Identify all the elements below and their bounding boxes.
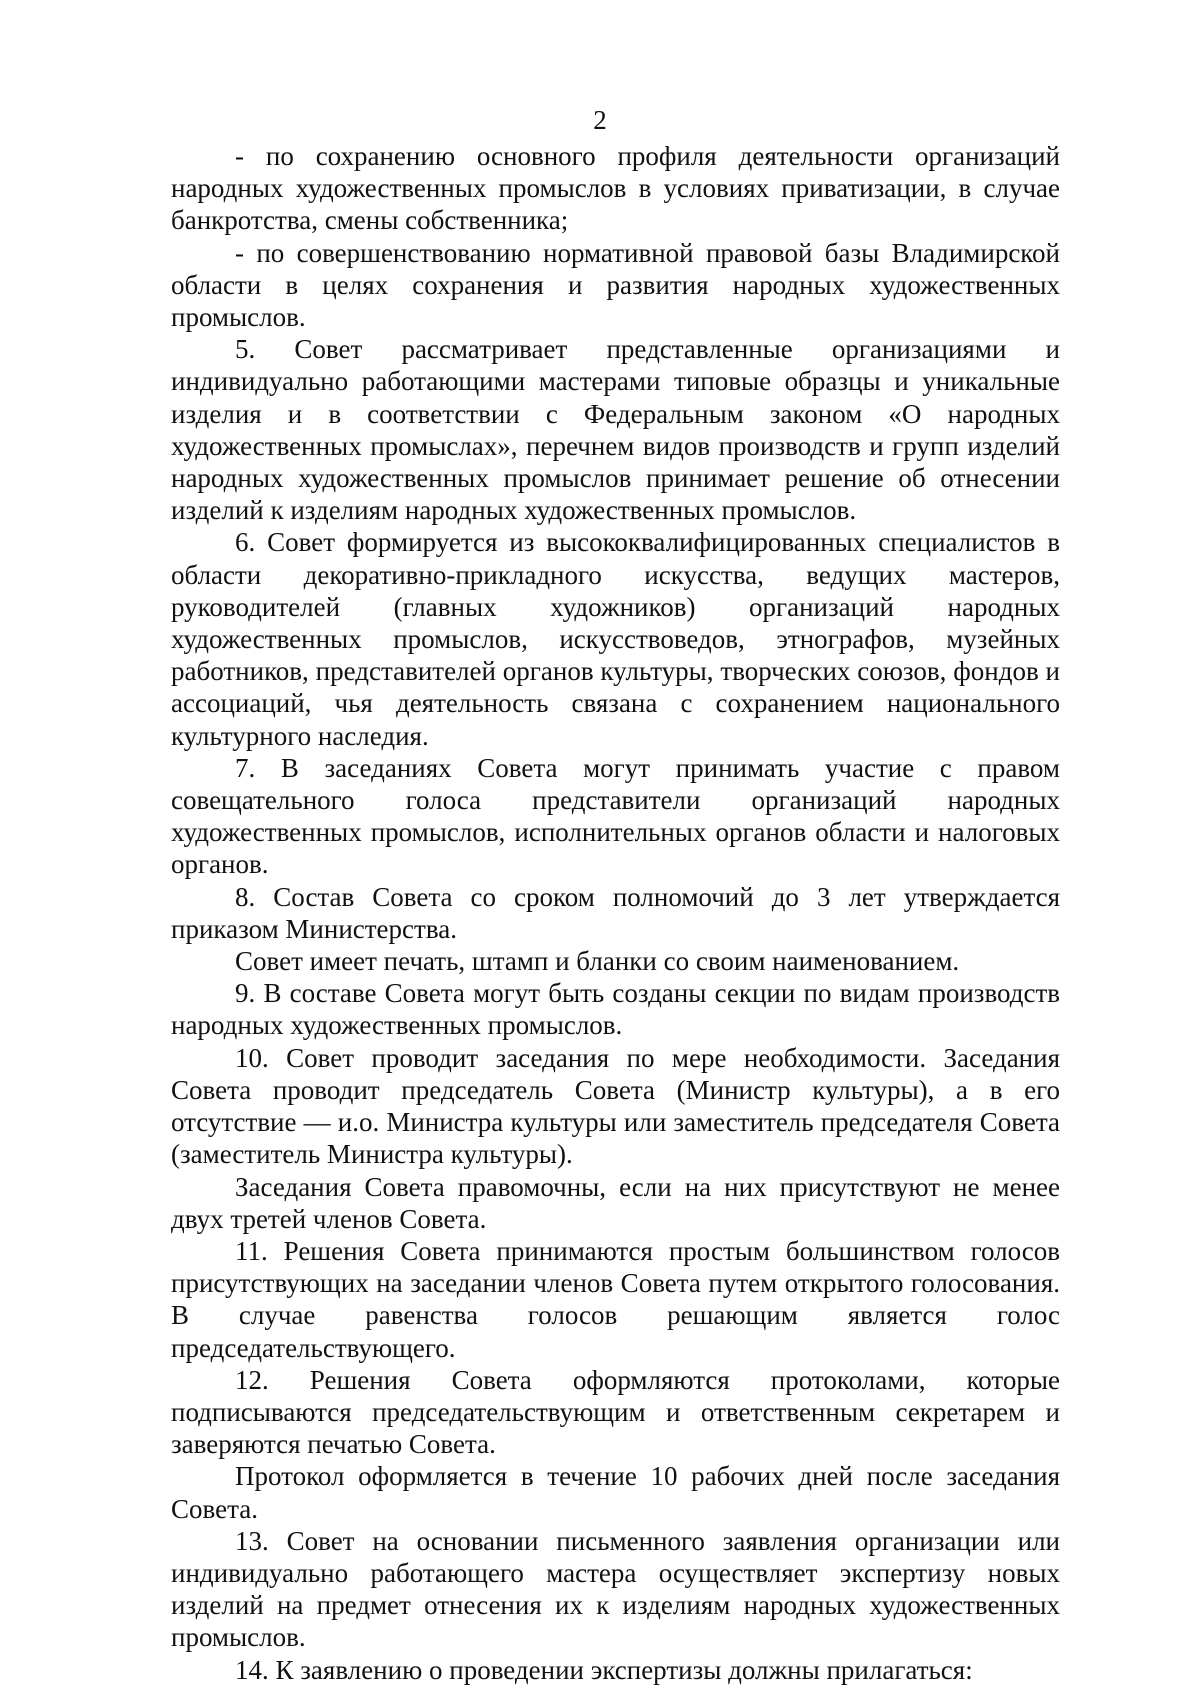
page-number: 2 (593, 105, 607, 135)
paragraph-item-9: 9. В составе Совета могут быть созданы секции по видам производств народных художественных промыслов. (171, 978, 1060, 1041)
paragraph-protocol: Протокол оформляется в течение 10 рабочих дней после заседания Совета. (171, 1461, 1060, 1524)
paragraph-item-7: 7. В заседаниях Совета могут принимать участие с правом совещательного голоса представители организаций народных художественных промыслов, исполнительных органов области и налоговых органов. (171, 752, 1060, 880)
paragraph-item-10: 10. Совет проводит заседания по мере необходимости. Заседания Совета проводит председатель Совета (Министр культуры), а в его отсутствие — и.о. Министра культуры или заместитель председателя Совета (заместитель Министра культуры). (171, 1042, 1060, 1170)
paragraph-item-5: 5. Совет рассматривает представленные организациями и индивидуально работающими мастерами типовые образцы и уникальные изделия и в соответствии с Федеральным законом «О народных художественных промыслах», перечнем видов производств и групп изделий народных художественных промыслов принимает решение об отнесении изделий к изделиям народных художественных промыслов. (171, 334, 1060, 526)
paragraph-item-14: 14. К заявлению о проведении экспертизы должны прилагаться: (235, 1654, 973, 1685)
document-body (171, 140, 1060, 1686)
paragraph-seal: Совет имеет печать, штамп и бланки со своим наименованием. (235, 946, 960, 977)
paragraph-item-12: 12. Решения Совета оформляются протоколами, которые подписываются председательствующим и ответственным секретарем и заверяются печатью Совета. (171, 1364, 1060, 1460)
paragraph-item-6: 6. Совет формируется из высококвалифицированных специалистов в области декоративно-прикладного искусства, ведущих мастеров, руководителей (главных художников) организаций народных художественных промыслов, искусствоведов, этнографов, музейных работников, представителей органов культуры, творческих союзов, фондов и ассоциаций, чья деятельность связана с сохранением национального культурного наследия. (171, 527, 1060, 751)
paragraph-item-13: 13. Совет на основании письменного заявления организации или индивидуально работающего мастера осуществляет экспертизу новых изделий на предмет отнесения их к изделиям народных художественных промыслов. (171, 1525, 1060, 1653)
paragraph-privatization: - по сохранению основного профиля деятельности организаций народных художественных промыслов в условиях приватизации, в случае банкротства, смены собственника; (171, 141, 1060, 236)
paragraph-item-11: 11. Решения Совета принимаются простым большинством голосов присутствующих на заседании членов Совета путем открытого голосования. В случае равенства голосов решающим является голос председательствующего. (171, 1235, 1060, 1363)
paragraph-quorum: Заседания Совета правомочны, если на них присутствуют не менее двух третей членов Совета. (171, 1171, 1060, 1234)
paragraph-legal-base: - по совершенствованию нормативной правовой базы Владимирской области в целях сохранения и развития народных художественных промыслов. (171, 237, 1060, 333)
paragraph-item-8: 8. Состав Совета со сроком полномочий до 3 лет утверждается приказом Министерства. (171, 881, 1060, 944)
